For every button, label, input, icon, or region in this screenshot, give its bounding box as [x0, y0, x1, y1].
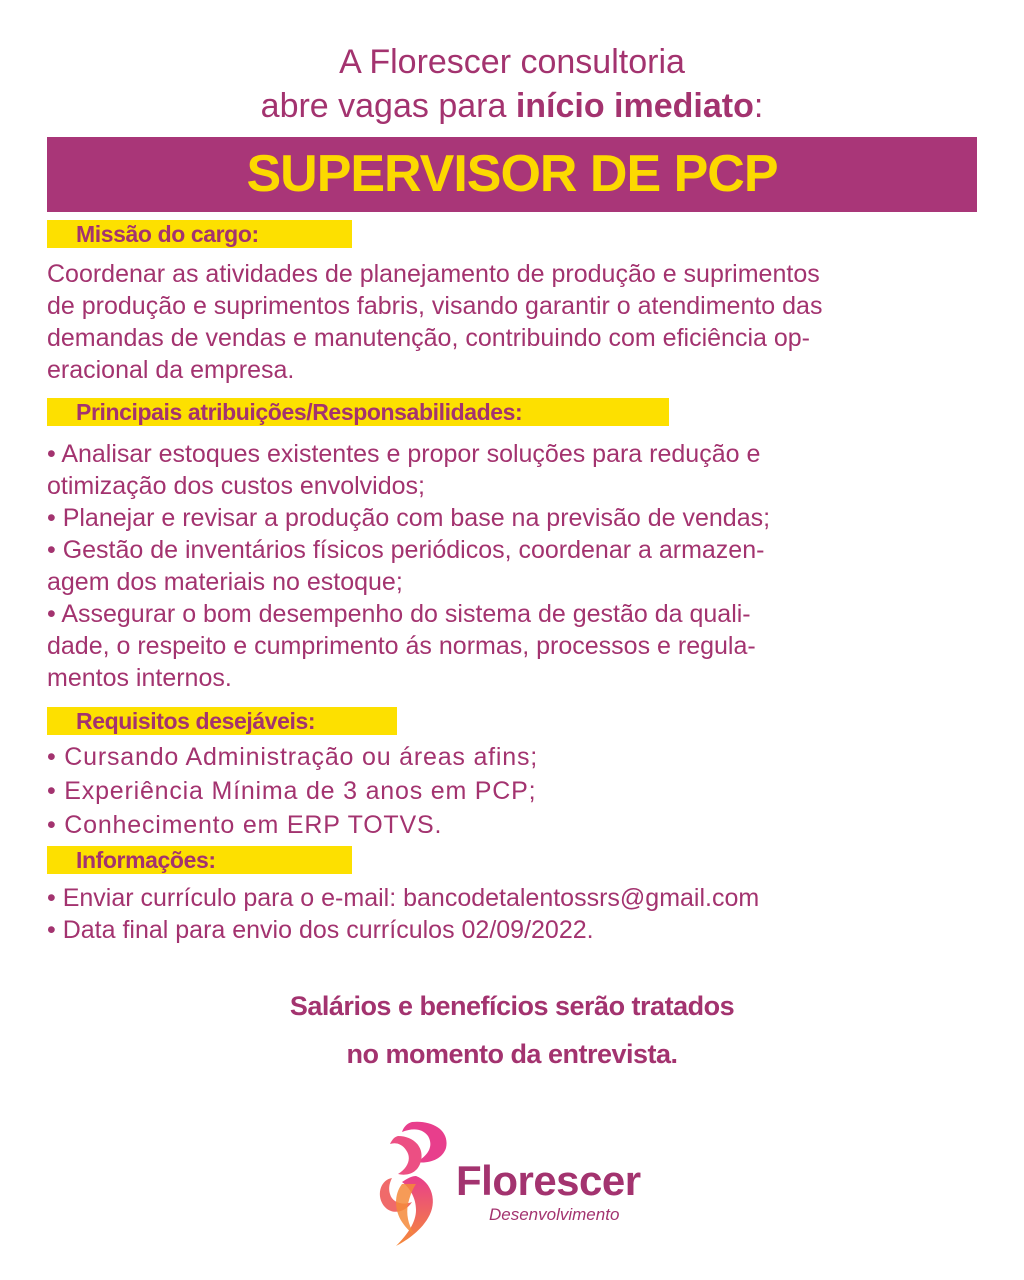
- headline-line-1: A Florescer consultoria: [339, 43, 685, 81]
- section-title-missao: Missão do cargo:: [76, 221, 259, 247]
- text-line: eracional da empresa.: [47, 356, 295, 384]
- job-title: SUPERVISOR DE PCP: [246, 145, 778, 203]
- closing-line-2: no momento da entrevista.: [346, 1039, 678, 1069]
- headline-prefix: abre vagas para: [260, 87, 516, 125]
- headline-line-2: [0, 84, 1024, 128]
- section-title-atribuicoes: Principais atribuições/Responsabilidades:: [76, 399, 523, 425]
- logo-tagline: Desenvolvimento: [489, 1205, 620, 1224]
- list-item: • Conhecimento em ERP TOTVS.: [47, 811, 443, 839]
- logo-wordmark: Florescer: [456, 1157, 641, 1204]
- section-title-informacoes: Informações:: [76, 847, 216, 873]
- text-line: demandas de vendas e manutenção, contribuindo com eficiência op-: [47, 324, 810, 352]
- section-body-requisitos: [47, 740, 987, 842]
- text-line: agem dos materiais no estoque;: [47, 568, 403, 596]
- list-item: • Assegurar o bom desempenho do sistema de gestão da quali-: [47, 600, 751, 628]
- section-body-missao: [47, 258, 987, 386]
- list-item: • Analisar estoques existentes e propor soluções para redução e: [47, 440, 761, 468]
- section-title-requisitos: Requisitos desejáveis:: [76, 708, 316, 734]
- text-line: otimização dos custos envolvidos;: [47, 472, 425, 500]
- list-item: • Planejar e revisar a produção com base na previsão de vendas;: [47, 504, 771, 532]
- list-item: • Cursando Administração ou áreas afins;: [47, 743, 538, 771]
- closing-line-1: Salários e benefícios serão tratados: [289, 991, 735, 1021]
- list-item: • Data final para envio dos currículos 02/09/2022.: [47, 916, 594, 944]
- flower-logo-icon: [372, 1118, 458, 1250]
- headline-suffix: :: [753, 87, 764, 125]
- headline-emphasis: início imediato: [515, 87, 754, 125]
- text-line: Coordenar as atividades de planejamento de produção e suprimentos: [47, 260, 820, 288]
- text-line: dade, o respeito e cumprimento ás normas, processos e regula-: [47, 632, 756, 660]
- section-body-atribuicoes: [47, 438, 987, 694]
- list-item: • Enviar currículo para o e-mail: bancodetalentossrs@gmail.com: [47, 884, 760, 912]
- list-item: • Experiência Mínima de 3 anos em PCP;: [47, 777, 537, 805]
- list-item: • Gestão de inventários físicos periódicos, coordenar a armazen-: [47, 536, 765, 564]
- section-body-informacoes: [47, 882, 987, 946]
- text-line: mentos internos.: [47, 664, 232, 692]
- text-line: de produção e suprimentos fabris, visando garantir o atendimento das: [47, 292, 823, 320]
